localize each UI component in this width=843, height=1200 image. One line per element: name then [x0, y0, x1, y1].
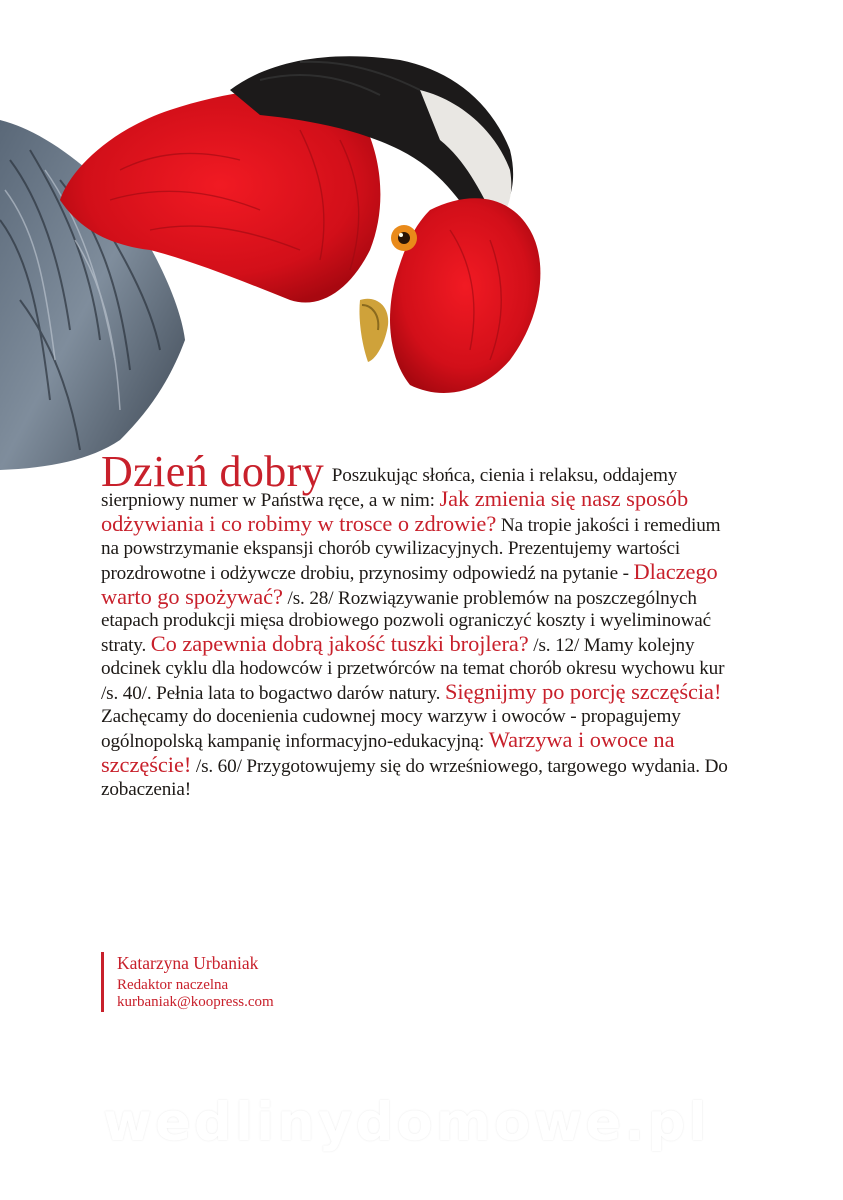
- author-name: Katarzyna Urbaniak: [117, 953, 259, 973]
- highlight-4: Sięgnijmy po porcję szczęścia!: [444, 679, 722, 705]
- editorial-text-4: /s. 12/ Mamy kolejny odcinek cyklu dla hodowców i przetwórców na temat chorób okresu wychowu kur /s. 40/. Pełnia lata to bogactwo darów natury.: [101, 635, 725, 705]
- watermark: wedlinydomowe.pl: [103, 1092, 710, 1153]
- greeting: Dzień dobry: [101, 447, 325, 496]
- editorial-text-2: Na tropie jakości i remedium na powstrzymanie ekspansji chorób cywilizacyjnych. Prezentujemy wartości prozdrowotne i odżywcze drobiu, przynosimy odpowiedź na pytanie -: [101, 514, 721, 584]
- author-role: Redaktor naczelna: [117, 977, 229, 993]
- rooster-head-icon: [0, 0, 843, 470]
- highlight-2: Dlaczego warto go spożywać?: [101, 558, 718, 609]
- editorial-text-6: /s. 60/ Przygotowujemy się do wrześniowego, targowego wydania. Do zobaczenia!: [101, 755, 728, 800]
- highlight-5: Warzywa i owoce na szczęście!: [101, 726, 675, 777]
- highlight-3: Co zapewnia dobrą jakość tuszki brojlera?: [150, 631, 529, 657]
- editorial-text: [101, 447, 741, 802]
- highlight-1: Jak zmienia się nasz sposób odżywiania i co robimy w trosce o zdrowie?: [101, 485, 689, 536]
- editorial-text-3: /s. 28/ Rozwiązywanie problemów na poszczególnych etapach produkcji mięsa drobiowego pozwoli ograniczyć koszty i wyeliminować straty.: [101, 587, 712, 657]
- signature: [101, 952, 274, 1012]
- editorial-paragraph: [101, 447, 741, 802]
- author-email: kurbaniak@koopress.com: [117, 994, 274, 1010]
- editorial-text-5: Zachęcamy do docenienia cudownej mocy warzyw i owoców - propagujemy ogólnopolską kampanię informacyjno-edukacyjną:: [101, 706, 681, 752]
- editorial-text-1: Poszukując słońca, cienia i relaksu, oddajemy sierpniowy numer w Państwa ręce, a w nim:: [101, 465, 678, 511]
